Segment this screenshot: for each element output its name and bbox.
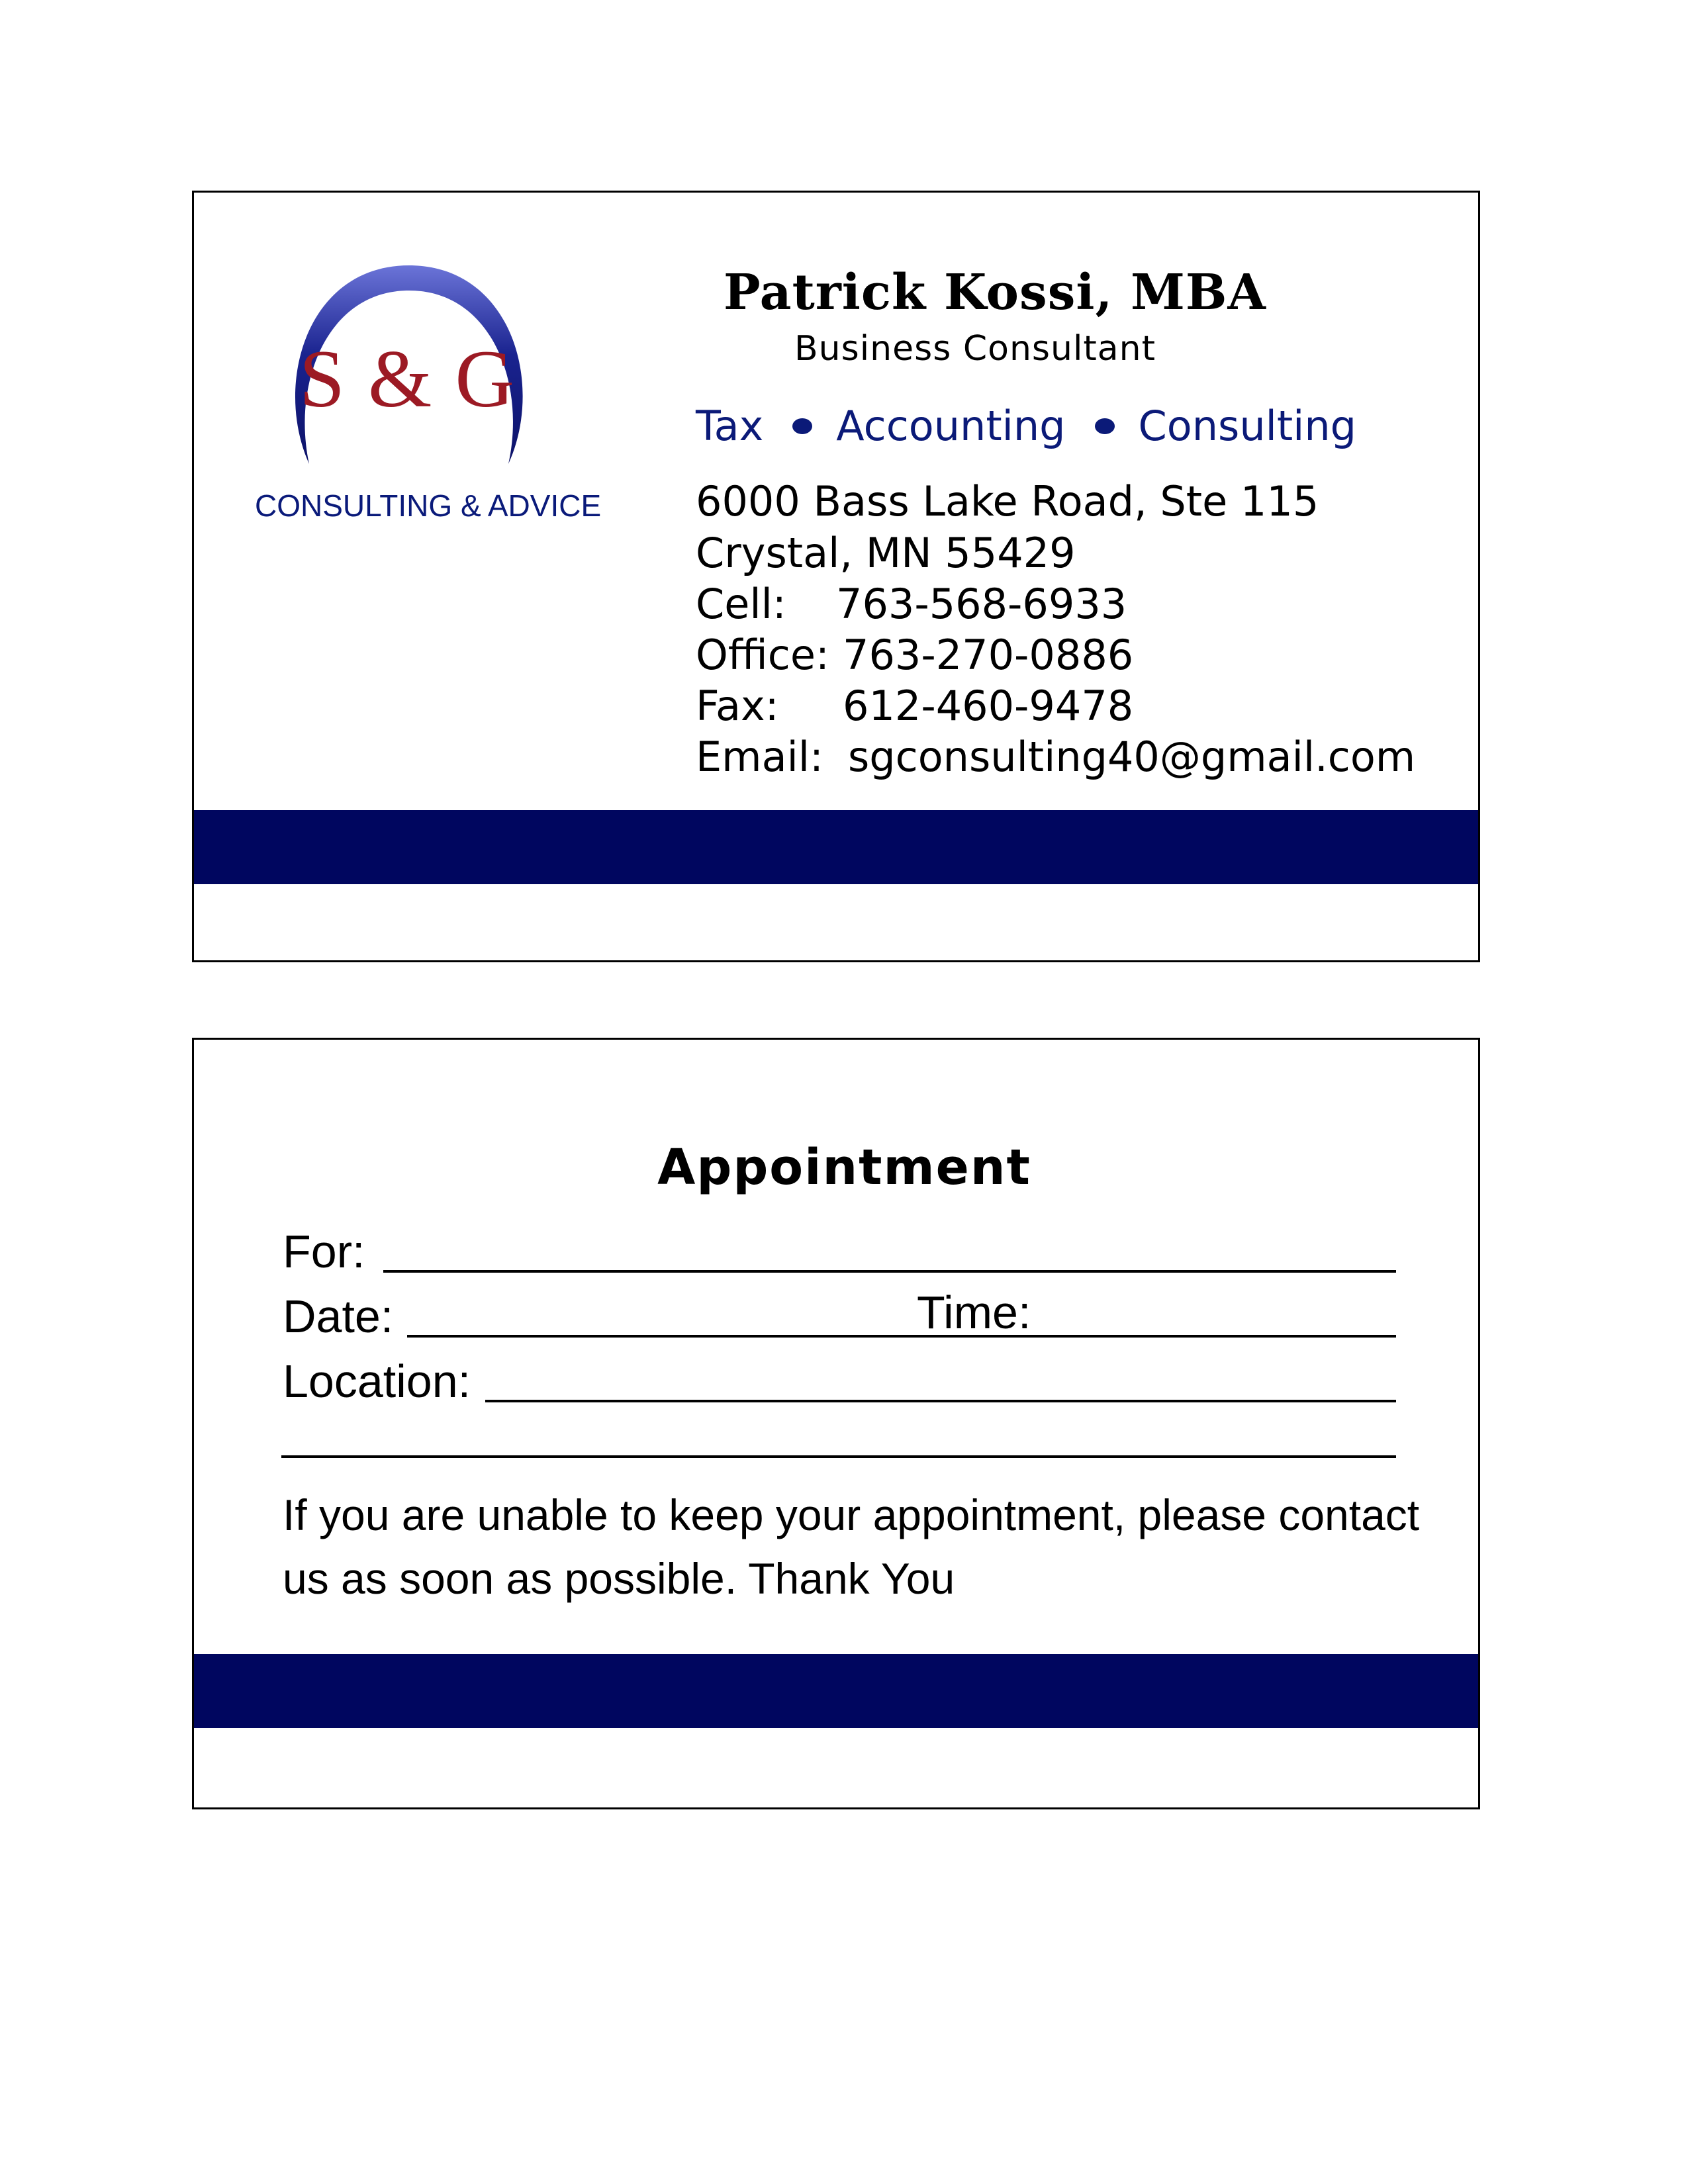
logo-letters: S & G: [299, 334, 516, 424]
job-title: Business Consultant: [794, 329, 1156, 369]
email-address: sgconsulting40@gmail.com: [848, 733, 1416, 781]
office-number: 763-270-0886: [843, 631, 1134, 679]
cancellation-note: If you are unable to keep your appointment, please contact us as soon as possible. Thank You: [283, 1490, 1420, 1603]
fax-number: 612-460-9478: [843, 682, 1134, 730]
cell-row: [696, 578, 1127, 630]
person-name: Patrick Kossi, MBA: [724, 264, 1266, 321]
time-label: Time:: [917, 1287, 1031, 1338]
card-band: [194, 1654, 1478, 1728]
for-line[interactable]: [383, 1270, 1396, 1273]
service-accounting: Accounting: [836, 402, 1066, 450]
extra-line[interactable]: [281, 1455, 1396, 1458]
for-label: For:: [283, 1226, 365, 1277]
location-label: Location:: [283, 1355, 471, 1407]
date-time-line[interactable]: [407, 1335, 1396, 1338]
office-label: Office:: [696, 631, 829, 679]
logo-tagline: CONSULTING & ADVICE: [255, 488, 602, 523]
services-list: [696, 402, 1356, 450]
card-band: [194, 810, 1478, 884]
service-tax: Tax: [696, 402, 764, 450]
sg-logo: [280, 246, 545, 471]
fax-row: [696, 680, 1134, 732]
business-card-front: [192, 191, 1480, 962]
appointment-card: [192, 1038, 1480, 1809]
address-line-2: Crystal, MN 55429: [696, 529, 1076, 577]
service-consulting: Consulting: [1138, 402, 1357, 450]
email-row: [696, 731, 1416, 783]
location-line[interactable]: [485, 1400, 1396, 1402]
bullet-icon: [1095, 418, 1115, 434]
bullet-icon: [792, 418, 812, 434]
date-label: Date:: [283, 1291, 394, 1342]
appointment-heading: Appointment: [657, 1139, 1031, 1196]
office-row: [696, 629, 1134, 681]
email-label: Email:: [696, 733, 823, 781]
fax-label: Fax:: [696, 682, 779, 730]
cell-label: Cell:: [696, 580, 786, 628]
cell-number: 763-568-6933: [836, 580, 1127, 628]
address-line-1: 6000 Bass Lake Road, Ste 115: [696, 477, 1319, 525]
